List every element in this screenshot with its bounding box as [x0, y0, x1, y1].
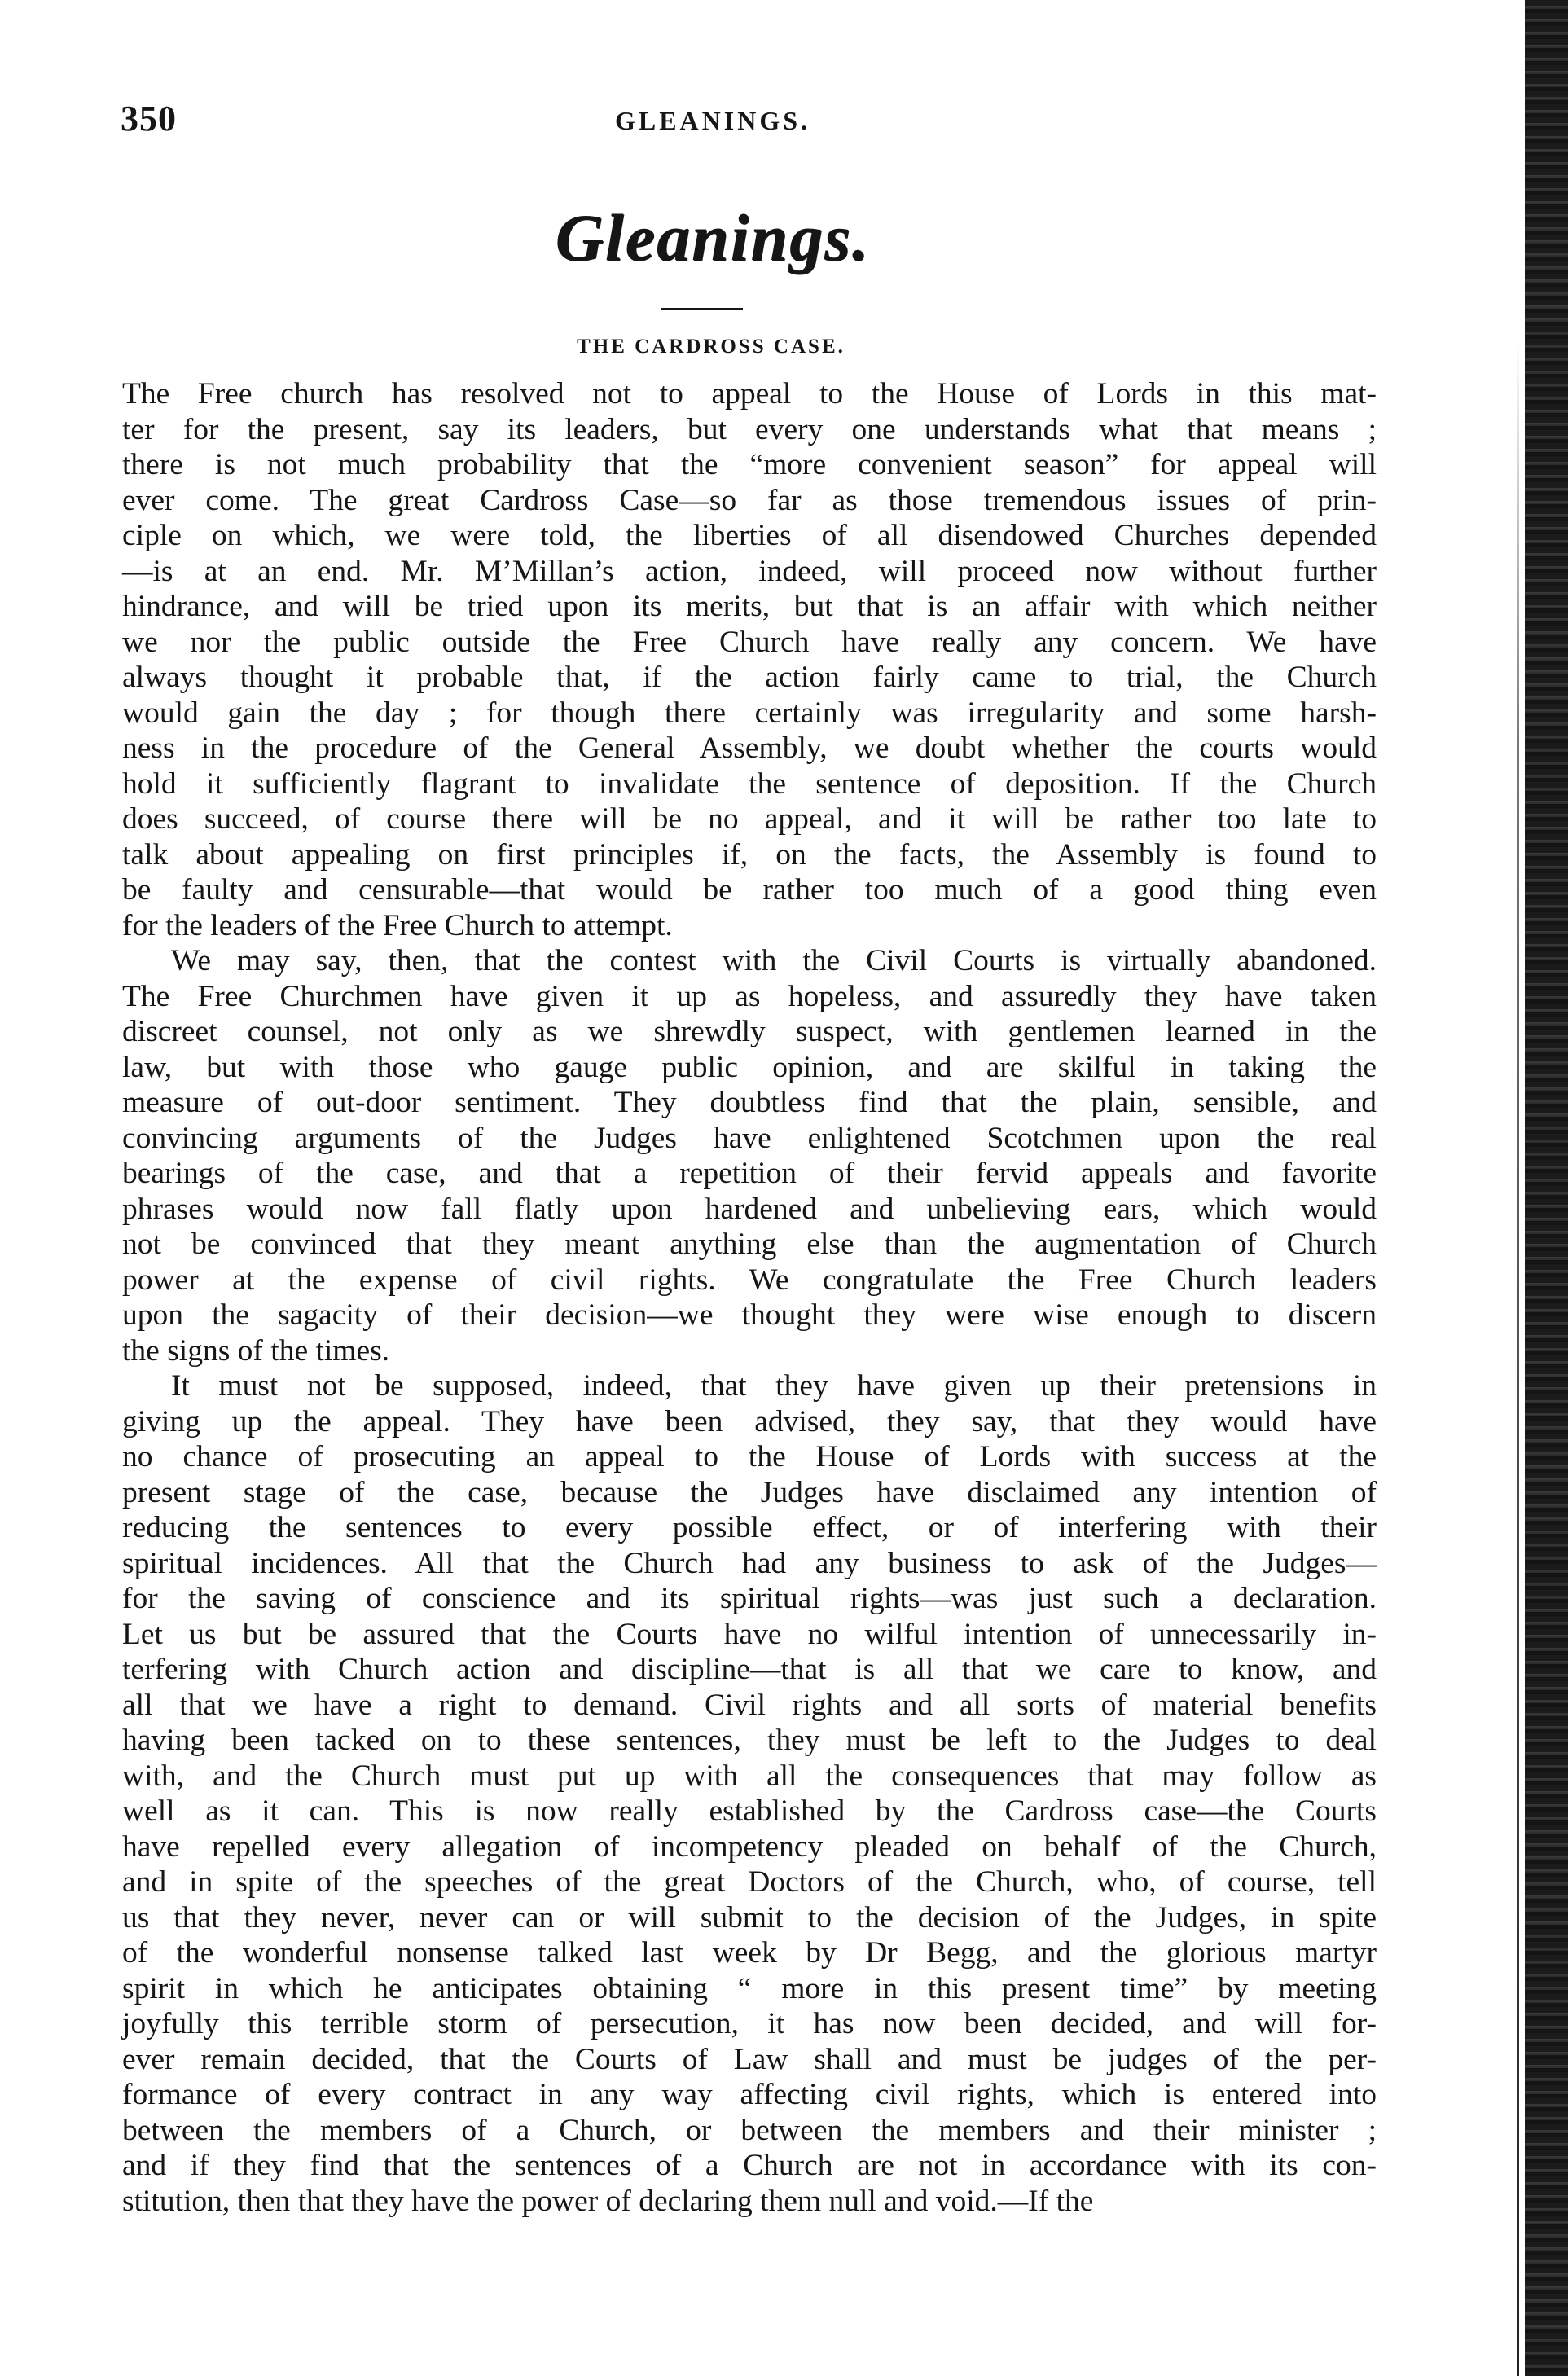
text-line: The Free church has resolved not to appeal to the House of Lords in this mat- [122, 377, 1377, 411]
text-line: ever remain decided, that the Courts of Law shall and must be judges of the per- [122, 2042, 1377, 2076]
title-rule [661, 308, 743, 310]
text-line: of the wonderful nonsense talked last week by Dr Begg, and the glorious martyr [122, 1936, 1377, 1970]
text-line: hold it sufficiently flagrant to invalidate the sentence of deposition. If the Church [122, 766, 1377, 801]
text-line: phrases would now fall flatly upon hardened and unbelieving ears, which would [122, 1192, 1377, 1226]
text-line: measure of out-door sentiment. They doubtless find that the plain, sensible, and [122, 1086, 1377, 1119]
section-title: Gleanings. [555, 200, 871, 274]
text-line: upon the sagacity of their decision—we thought they were wise enough to discern [122, 1298, 1377, 1332]
page-number: 350 [121, 99, 177, 138]
article-body [122, 376, 1377, 2219]
text-line: power at the expense of civil rights. We congratulate the Free Church leaders [122, 1263, 1377, 1297]
text-line: always thought it probable that, if the action fairly came to trial, the Church [122, 661, 1377, 694]
text-line: spirit in which he anticipates obtaining “ more in this present time” by meeting [122, 1971, 1377, 2005]
text-line: terfering with Church action and discipline—that is all that we care to know, and [122, 1653, 1377, 1686]
text-line: —is at an end. Mr. M’Millan’s action, indeed, will proceed now without further [122, 554, 1377, 588]
text-line: ness in the procedure of the General Assembly, we doubt whether the courts would [122, 731, 1377, 765]
text-line: for the leaders of the Free Church to attempt. [122, 908, 673, 942]
text-line: ciple on which, we were told, the liberties of all disendowed Churches depended [122, 519, 1377, 552]
text-line: all that we have a right to demand. Civil rights and all sorts of material benefits [122, 1688, 1377, 1722]
text-line: between the members of a Church, or between the members and their minister ; [122, 2113, 1377, 2147]
text-line: ter for the present, say its leaders, but every one understands what that means ; [122, 412, 1377, 446]
text-line: The Free Churchmen have given it up as hopeless, and assuredly they have taken [122, 979, 1377, 1013]
text-line: we nor the public outside the Free Church have really any concern. We have [122, 625, 1377, 659]
text-line: bearings of the case, and that a repetition of their fervid appeals and favorite [122, 1157, 1377, 1190]
text-line: formance of every contract in any way affecting civil rights, which is entered into [122, 2078, 1377, 2111]
text-line: would gain the day ; for though there certainly was irregularity and some harsh- [122, 696, 1377, 730]
text-line: does succeed, of course there will be no appeal, and it will be rather too late to [122, 802, 1377, 836]
text-line: stitution, then that they have the power of declaring them null and void.—If the [122, 2184, 1094, 2218]
scan-edge [1525, 0, 1568, 2376]
text-line: reducing the sentences to every possible effect, or of interfering with their [122, 1511, 1377, 1544]
text-line: have repelled every allegation of incompetency pleaded on behalf of the Church, [122, 1829, 1377, 1864]
text-line: and in spite of the speeches of the great Doctors of the Church, who, of course, tell [122, 1865, 1377, 1899]
text-line: It must not be supposed, indeed, that they have given up their pretensions in [171, 1369, 1377, 1403]
text-line: We may say, then, that the contest with the Civil Courts is virtually abandoned. [171, 944, 1377, 977]
text-line: present stage of the case, because the Judges have disclaimed any intention of [122, 1475, 1377, 1509]
running-head: GLEANINGS. [614, 106, 811, 135]
text-line: spiritual incidences. All that the Church had any business to ask of the Judges— [122, 1546, 1377, 1580]
text-line: convincing arguments of the Judges have enlightened Scotchmen upon the real [122, 1121, 1377, 1155]
text-line: Let us but be assured that the Courts have no wilful intention of unnecessarily in- [122, 1617, 1377, 1651]
text-line: giving up the appeal. They have been advised, they say, that they would have [122, 1404, 1377, 1438]
text-line: be faulty and censurable—that would be rather too much of a good thing even [122, 873, 1377, 907]
text-line: no chance of prosecuting an appeal to the House of Lords with success at the [122, 1440, 1377, 1473]
text-line: talk about appealing on first principles if, on the facts, the Assembly is found to [122, 837, 1377, 872]
text-line: ever come. The great Cardross Case—so far as those tremendous issues of prin- [122, 483, 1377, 517]
text-line: there is not much probability that the “more convenient season” for appeal will [122, 448, 1377, 481]
text-line: and if they find that the sentences of a Church are not in accordance with its con- [122, 2149, 1377, 2182]
text-line: for the saving of conscience and its spiritual rights—was just such a declaration. [122, 1582, 1377, 1615]
text-line: joyfully this terrible storm of persecution, it has now been decided, and will for- [122, 2007, 1377, 2040]
text-line: law, but with those who gauge public opinion, and are skilful in taking the [122, 1050, 1377, 1084]
text-line: the signs of the times. [122, 1333, 390, 1368]
text-line: discreet counsel, not only as we shrewdly suspect, with gentlemen learned in the [122, 1015, 1377, 1048]
scan-edge-line [1517, 342, 1519, 2376]
article-heading: THE CARDROSS CASE. [577, 336, 845, 358]
text-line: us that they never, never can or will submit to the decision of the Judges, in spite [122, 1900, 1377, 1935]
text-line: not be convinced that they meant anything else than the augmentation of Church [122, 1228, 1377, 1261]
text-line: with, and the Church must put up with all the consequences that may follow as [122, 1759, 1377, 1793]
text-line: hindrance, and will be tried upon its merits, but that is an affair with which neither [122, 590, 1377, 623]
text-line: well as it can. This is now really established by the Cardross case—the Courts [122, 1794, 1377, 1828]
text-line: having been tacked on to these sentences, they must be left to the Judges to deal [122, 1724, 1377, 1757]
